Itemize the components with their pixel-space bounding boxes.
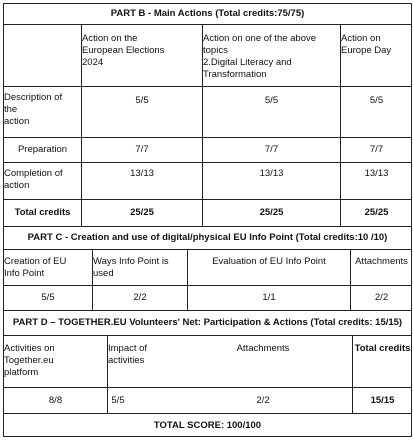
col-header-europe-day [341, 33, 412, 73]
table-cell: 13/13 [259, 168, 284, 179]
label-text: action [4, 180, 30, 191]
header-text: Transformation [203, 69, 267, 80]
table-cell: 2/2 [133, 292, 147, 303]
row-label-preparation: Preparation [17, 144, 68, 155]
table-cell: 25/25 [130, 207, 154, 218]
row-label-total-credits: Total credits [14, 207, 71, 218]
header-text: activities [108, 355, 145, 366]
label-text: the [4, 104, 18, 115]
col-header-ways [93, 256, 187, 284]
col-header-elections [82, 33, 202, 83]
col-header-creation [4, 256, 92, 284]
table-cell: 13/13 [130, 168, 154, 179]
table-cell: 7/7 [264, 144, 279, 155]
table-cell: 25/25 [364, 207, 389, 218]
header-text: 2024 [82, 57, 104, 68]
header-text: used [93, 268, 114, 279]
col-header-total-credits: Total credits [354, 343, 411, 354]
row-label-description [4, 92, 81, 134]
header-text: Action on the [82, 33, 138, 44]
total-score: TOTAL SCORE: 100/100 [153, 419, 262, 431]
row-label-completion [4, 168, 81, 196]
header-text: Ways Info Point is [93, 256, 169, 267]
table-cell: 7/7 [369, 144, 384, 155]
table-cell: 7/7 [135, 144, 149, 155]
header-text: Creation of EU [4, 256, 67, 267]
table-cell: 1/1 [262, 292, 276, 303]
table-cell: 2/2 [256, 394, 270, 406]
divider [3, 24, 412, 25]
col-header-impact [108, 343, 174, 371]
divider [3, 335, 412, 336]
table-cell: 25/25 [259, 207, 284, 218]
header-text: platform [4, 367, 39, 378]
label-text: Description of [4, 92, 63, 103]
divider [3, 162, 412, 163]
table-cell: 15/15 [370, 394, 395, 406]
col-header-digital [203, 33, 340, 83]
table-cell: 13/13 [364, 168, 389, 179]
header-text: Info Point [4, 268, 45, 279]
table-cell: 2/2 [374, 292, 389, 303]
table-cell: 5/5 [264, 95, 279, 106]
part-b-title: PART B - Main Actions (Total credits:75/75) [110, 8, 305, 19]
header-text: European Elections [82, 45, 165, 56]
header-text: Impact of [108, 343, 148, 354]
table-cell: 5/5 [41, 292, 55, 303]
table-cell: 5/5 [135, 95, 149, 106]
table-cell: 8/8 [48, 394, 63, 406]
header-text: Together.eu [4, 355, 54, 366]
table-cell: 5/5 [111, 394, 125, 406]
table-cell: 5/5 [369, 95, 384, 106]
part-d-title: PART D – TOGETHER.EU Volunteers' Net: Participation & Actions (Total credits: 15/15) [12, 317, 403, 328]
part-c-title: PART C - Creation and use of digital/physical EU Info Point (Total credits:10 /10) [27, 232, 388, 243]
header-text: Action on [341, 33, 381, 44]
col-header-activities [4, 343, 107, 385]
col-header-attachments: Attachments [236, 343, 290, 354]
header-text: Action on one of the above [203, 33, 317, 44]
col-header-attachments: Attachments [355, 256, 408, 267]
label-text: Completion of [4, 168, 63, 179]
label-text: action [4, 116, 30, 127]
header-text: topics [203, 45, 228, 56]
divider [3, 86, 412, 87]
header-text: Activities on [4, 343, 55, 354]
header-text: 2.Digital Literacy and [203, 57, 292, 68]
col-header-evaluation: Evaluation of EU Info Point [212, 256, 326, 267]
header-text: Europe Day [341, 45, 392, 56]
